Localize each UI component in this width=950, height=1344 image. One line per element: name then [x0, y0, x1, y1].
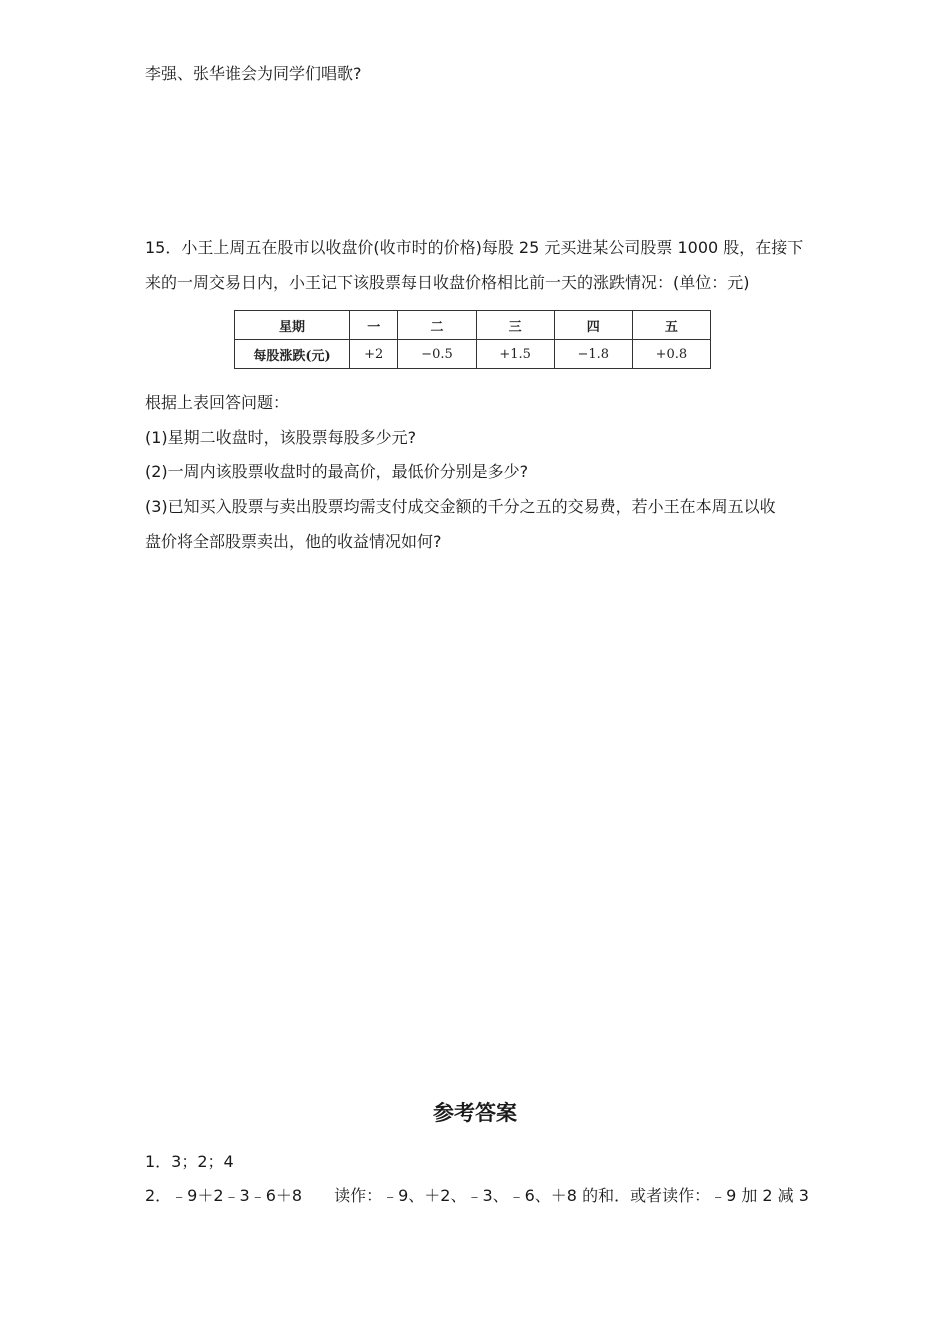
table-day-5: 五	[632, 311, 710, 340]
table-change-1: +2	[350, 340, 398, 369]
question-15-line-1: 15．小王上周五在股市以收盘价(收市时的价格)每股 25 元买进某公司股票 1000 股，在接下	[145, 238, 804, 257]
table-header-label: 星期	[235, 311, 350, 340]
table-day-2: 二	[398, 311, 476, 340]
table-row-label: 每股涨跌(元)	[235, 340, 350, 369]
table-change-3: +1.5	[476, 340, 554, 369]
answer-section-title: 参考答案	[433, 1101, 517, 1125]
question-15-sub-3-line-1: (3)已知买入股票与卖出股票均需支付成交金额的千分之五的交易费，若小王在本周五以收	[145, 497, 776, 516]
table-day-3: 三	[476, 311, 554, 340]
answer-2: 2．﹣9＋2﹣3﹣6＋8 读作：﹣9、＋2、﹣3、﹣6、＋8 的和．或者读作：﹣9 加 2 减 3	[145, 1186, 809, 1205]
stock-change-table	[234, 310, 711, 369]
table-header-row	[235, 311, 711, 340]
table-change-2: −0.5	[398, 340, 476, 369]
question-15-prompt: 根据上表回答问题：	[145, 393, 290, 412]
table-change-4: −1.8	[554, 340, 632, 369]
question-15-sub-1: (1)星期二收盘时，该股票每股多少元?	[145, 428, 417, 447]
table-day-1: 一	[350, 311, 398, 340]
table-day-4: 四	[554, 311, 632, 340]
question-14-tail: 李强、张华谁会为同学们唱歌?	[145, 64, 362, 83]
question-15-sub-3-line-2: 盘价将全部股票卖出，他的收益情况如何?	[145, 532, 442, 551]
table-row	[235, 340, 711, 369]
question-15-line-2: 来的一周交易日内，小王记下该股票每日收盘价格相比前一天的涨跌情况：(单位：元)	[145, 273, 750, 292]
answer-1: 1．3；2；4	[145, 1152, 234, 1171]
question-15-sub-2: (2)一周内该股票收盘时的最高价，最低价分别是多少?	[145, 462, 529, 481]
table-change-5: +0.8	[632, 340, 710, 369]
